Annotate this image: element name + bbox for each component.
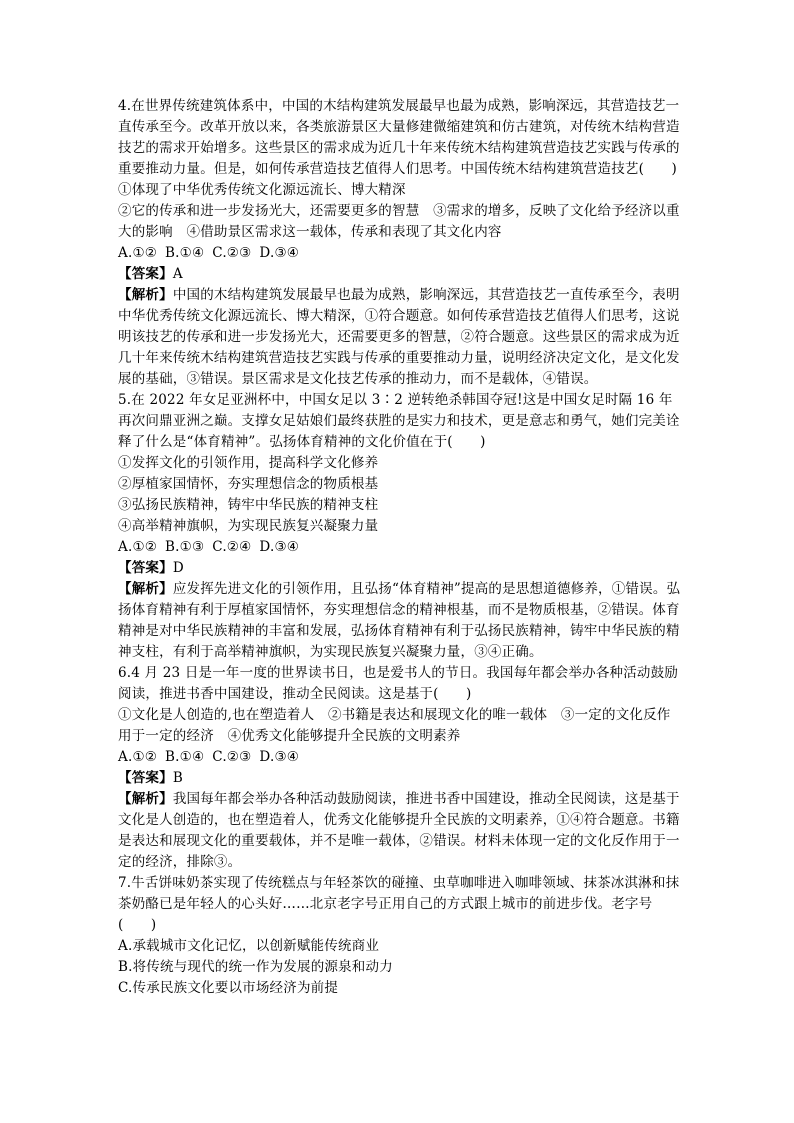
answer-line [118, 264, 684, 285]
option: B.①④ [165, 749, 205, 765]
analysis-tag: 【解析】 [118, 791, 173, 807]
answer-value: D [172, 560, 184, 576]
answer-tag: 【答案】 [118, 266, 173, 282]
option: A.①② [118, 245, 158, 261]
analysis-block [118, 285, 684, 390]
answer-value: A [172, 266, 183, 282]
question-stem: 5.在 2022 年女足亚洲杯中，中国女足以 3∶2 逆转绝杀韩国夺冠!这是中国女足时隔 16 年再次问鼎亚洲之巅。支撑女足姑娘们最终获胜的是实力和技术，更是意志和勇气，她们完美诠释了什么是“体育精神”。弘扬体育精神的文化价值在于( ) [118, 392, 680, 450]
option: D.③④ [259, 539, 300, 555]
statement: ②厚植家国情怀，夯实理想信念的物质根基 [118, 476, 379, 492]
option: A.①② [118, 749, 158, 765]
option: D.③④ [259, 245, 300, 261]
analysis-text: 中国的木结构建筑发展最早也最为成熟，影响深远，其营造技艺一直传承至今，表明中华优秀传统文化源远流长、博大精深，①符合题意。如何传承营造技艺值得人们思考，这说明该技艺的传承和进一步发扬光大，还需要更多的智慧，②符合题意。这些景区的需求成为近几十年来传统木结构建筑营造技艺实践与传承的重要推动力量，说明经济决定文化，是文化发展的基础，③错误。景区需求是文化技艺传承的推动力，而不是载体，④错误。 [118, 287, 680, 387]
analysis-text: 我国每年都会举办各种活动鼓励阅读，推进书香中国建设，推动全民阅读，这是基于文化是人创造的，也在塑造着人，优秀文化能够提升全民族的文明素养，①④符合题意。书籍是表达和展现文化的重要载体，并不是唯一载体，②错误。材料未体现一定的文化反作用于一定的经济，排除③。 [118, 791, 680, 870]
options-row [118, 747, 684, 768]
question-7 [118, 873, 684, 999]
statement: ①发挥文化的引领作用，提高科学文化修养 [118, 455, 379, 471]
choice: A.承载城市文化记忆，以创新赋能传统商业 [118, 938, 380, 954]
question-stem: 4.在世界传统建筑体系中，中国的木结构建筑发展最早也最为成熟，影响深远，其营造技艺一直传承至今。改革开放以来，各类旅游景区大量修建微缩建筑和仿古建筑，对传统木结构营造技艺的需求开始增多。这些景区的需求成为近几十年来传统木结构建筑营造技艺实践与传承的重要推动力量。但是，如何传承营造技艺值得人们思考。中国传统木结构建筑营造技艺( ) [118, 98, 680, 177]
options-row [118, 243, 684, 264]
option: A.①② [118, 539, 158, 555]
option: C.②③ [212, 245, 252, 261]
options-row [118, 537, 684, 558]
answer-line [118, 558, 684, 579]
option: D.③④ [259, 749, 300, 765]
statement: ①体现了中华优秀传统文化源远流长、博大精深 [118, 182, 406, 198]
question-stem: 6.4 月 23 日是一年一度的世界读书日，也是爱书人的节日。我国每年都会举办各种活动鼓励阅读，推进书香中国建设，推动全民阅读。这是基于( ) [118, 665, 679, 702]
choice: B.将传统与现代的统一作为发展的源泉和动力 [118, 959, 393, 975]
answer-line [118, 768, 684, 789]
statement: ①文化是人创造的,也在塑造着人 ②书籍是表达和展现文化的唯一载体 ③一定的文化反作用于一定的经济 ④优秀文化能够提升全民族的文明素养 [118, 707, 671, 744]
option: B.①④ [165, 245, 205, 261]
analysis-block [118, 579, 684, 663]
answer-tag: 【答案】 [118, 560, 173, 576]
answer-value: B [172, 770, 183, 786]
question-6 [118, 663, 684, 873]
question-5 [118, 390, 684, 663]
analysis-block [118, 789, 684, 873]
analysis-tag: 【解析】 [118, 581, 173, 597]
document-page [118, 96, 684, 999]
statement: ③弘扬民族精神，铸牢中华民族的精神支柱 [118, 497, 379, 513]
question-4 [118, 96, 684, 390]
choice: C.传承民族文化要以市场经济为前提 [118, 980, 339, 996]
option: B.①③ [165, 539, 205, 555]
option: C.②③ [212, 749, 252, 765]
question-stem: 7.牛舌饼味奶茶实现了传统糕点与年轻茶饮的碰撞、虫草咖啡进入咖啡领域、抹茶冰淇淋和抹茶奶酪已是年轻人的心头好……北京老字号正用自己的方式跟上城市的前进步伐。老字号( ) [118, 875, 680, 933]
statement: ②它的传承和进一步发扬光大，还需要更多的智慧 ③需求的增多，反映了文化给予经济以重大的影响 ④借助景区需求这一载体，传承和表现了其文化内容 [118, 203, 680, 240]
answer-tag: 【答案】 [118, 770, 173, 786]
option: C.②④ [212, 539, 252, 555]
analysis-text: 应发挥先进文化的引领作用，且弘扬“体育精神”提高的是思想道德修养，①错误。弘扬体育精神有利于厚植家国情怀，夯实理想信念的精神根基，而不是物质根基，②错误。体育精神是对中华民族精神的丰富和发展，弘扬体育精神有利于弘扬民族精神，铸牢中华民族的精神支柱，有利于高举精神旗帜，为实现民族复兴凝聚力量，③④正确。 [118, 581, 681, 660]
analysis-tag: 【解析】 [118, 287, 173, 303]
statement: ④高举精神旗帜，为实现民族复兴凝聚力量 [118, 518, 379, 534]
